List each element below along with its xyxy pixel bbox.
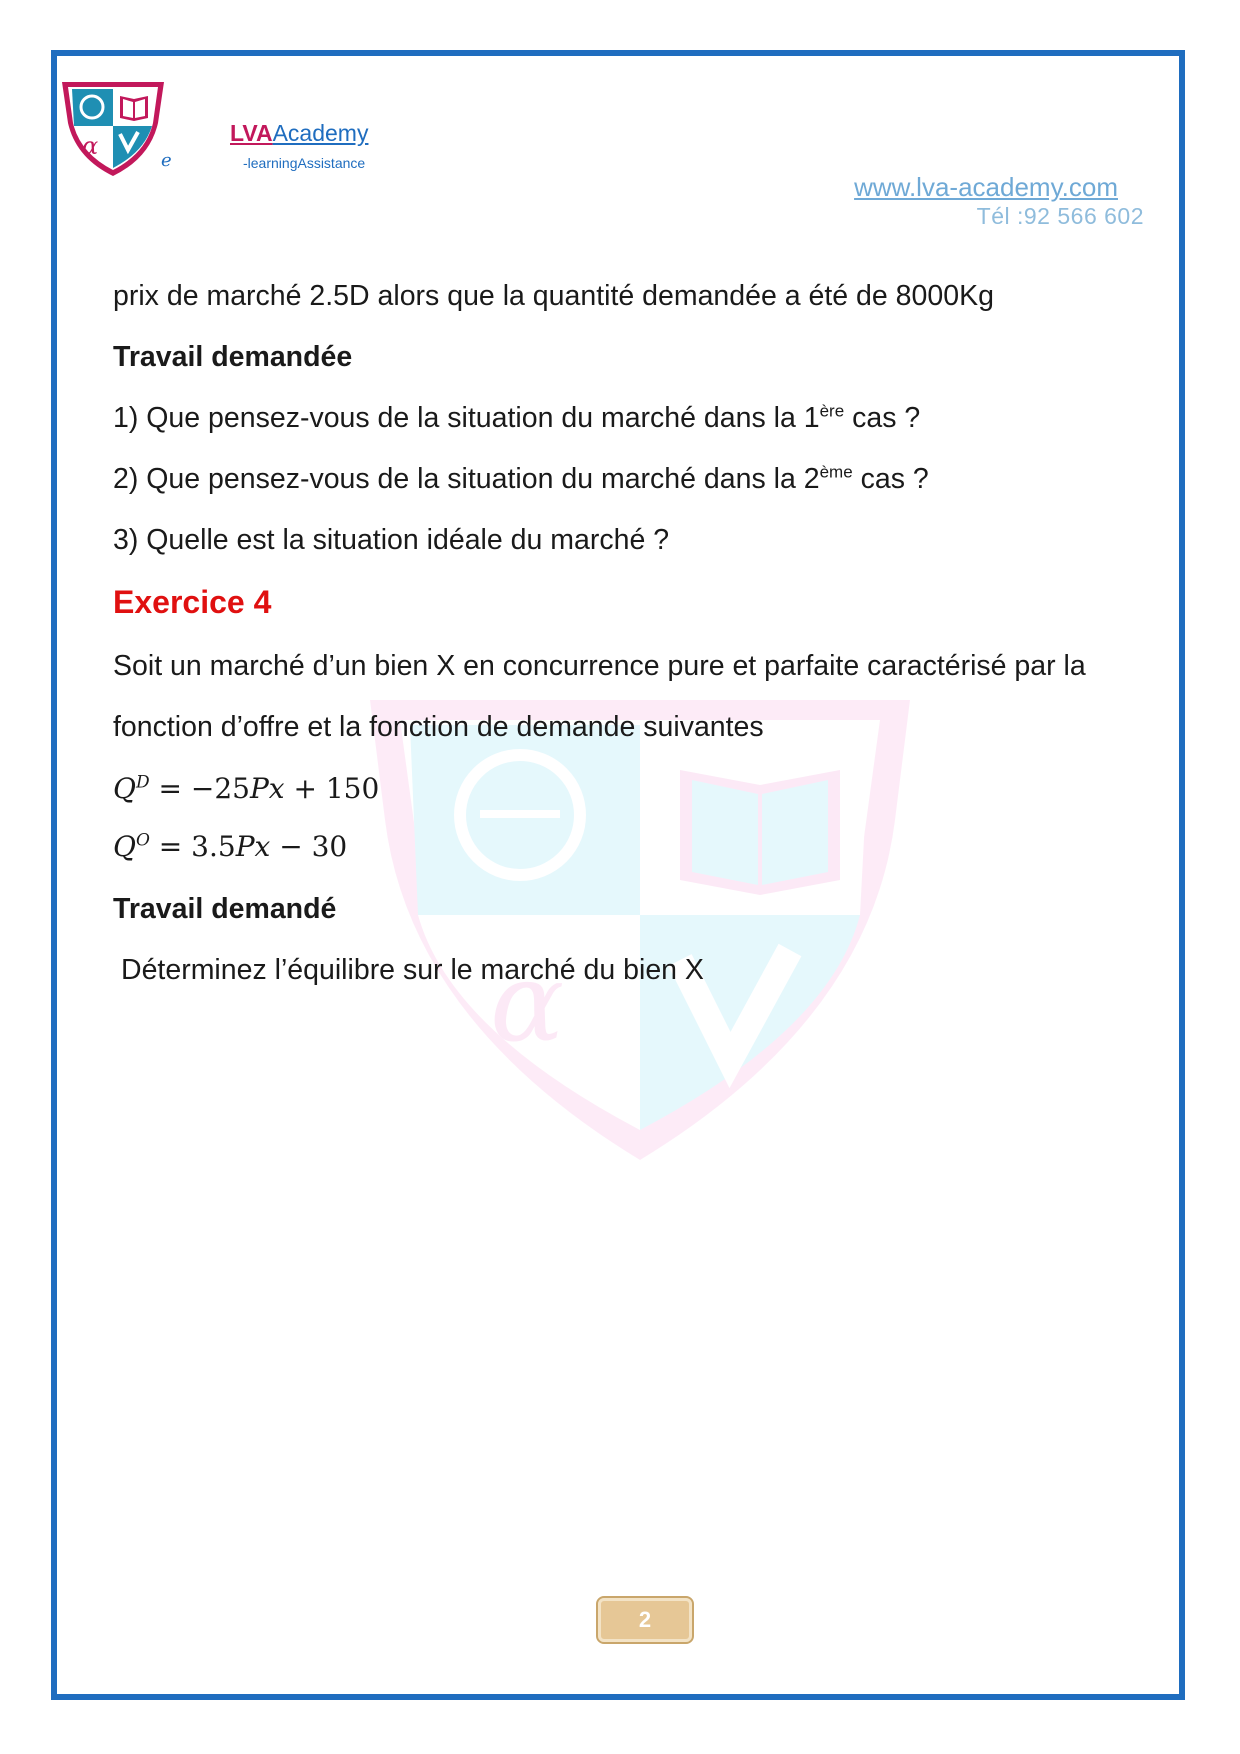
brand-academy: Academy — [272, 120, 369, 146]
task-line: Déterminez l’équilibre sur le marché du bien X — [121, 954, 704, 986]
question-1-sup: ère — [819, 401, 845, 421]
shield-watermark-icon — [360, 690, 920, 1170]
svg-text:α: α — [82, 132, 99, 160]
question-3: 3) Quelle est la situation idéale du marché ? — [113, 524, 670, 556]
paragraph-line-2: fonction d’offre et la fonction de demande suivantes — [113, 711, 764, 743]
question-2 — [113, 463, 929, 496]
brand-lva: LVA — [230, 120, 273, 146]
website-link[interactable]: www.lva-academy.com — [854, 172, 1118, 202]
question-2-text: 2) Que pensez-vous de la situation du marché dans la 2 — [113, 463, 820, 495]
work-title-2: Travail demandé — [113, 893, 337, 925]
lva-logo-icon — [58, 78, 168, 178]
page-number-badge: 2 — [598, 1598, 692, 1642]
question-2-end: cas ? — [852, 463, 929, 495]
question-1-text: 1) Que pensez-vous de la situation du marché dans la 1 — [113, 402, 820, 434]
equation-demand: $Q^D = -25Px + 150$ — [113, 772, 380, 805]
work-title: Travail demandée — [113, 341, 353, 373]
paragraph-line-1: Soit un marché d’un bien X en concurrence pure et parfaite caractérisé par la — [113, 650, 1086, 682]
brand-e-mark: e — [161, 150, 172, 171]
brand-tagline: -learningAssistance — [243, 155, 366, 171]
svg-text:α: α — [490, 938, 565, 1066]
question-1 — [113, 402, 920, 435]
question-2-sup: ème — [819, 462, 853, 482]
equation-supply: $Q^O = 3.5Px - 30$ — [113, 830, 348, 863]
intro-line: prix de marché 2.5D alors que la quantité demandée a été de 8000Kg — [113, 280, 994, 312]
brand-name — [230, 120, 368, 147]
exercise-title: Exercice 4 — [113, 584, 272, 620]
question-1-end: cas ? — [844, 402, 921, 434]
phone-number: Tél :92 566 602 — [976, 203, 1144, 229]
